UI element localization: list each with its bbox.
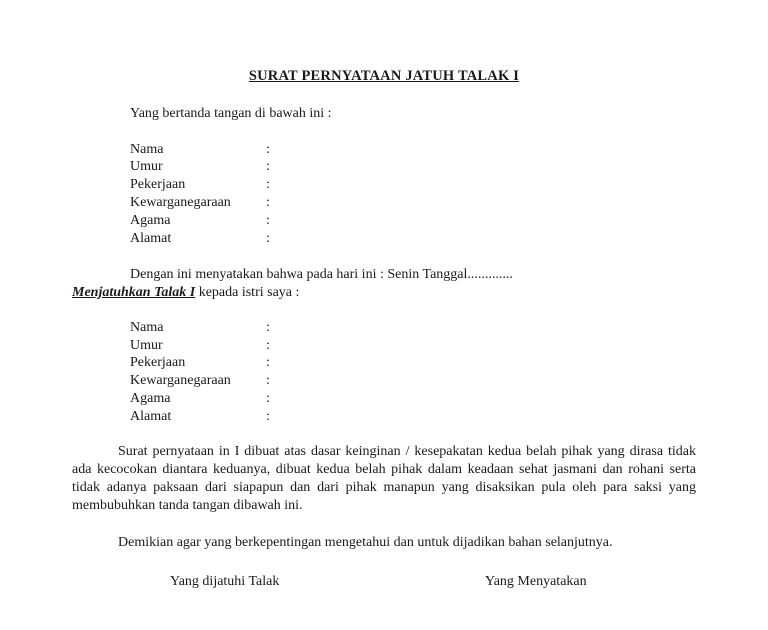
field-label-pekerjaan: Pekerjaan <box>130 177 186 192</box>
field-colon: : <box>266 177 270 192</box>
intro-text: Yang bertanda tangan di bawah ini : <box>130 106 332 121</box>
field-label-umur: Umur <box>130 338 163 353</box>
signature-label-right: Yang Menyatakan <box>485 574 587 589</box>
field-label-agama: Agama <box>130 391 171 406</box>
field-colon: : <box>266 195 270 210</box>
field-colon: : <box>266 320 270 335</box>
field-colon: : <box>266 373 270 388</box>
field-label-pekerjaan: Pekerjaan <box>130 355 186 370</box>
field-colon: : <box>266 142 270 157</box>
field-label-nama: Nama <box>130 320 164 335</box>
talak-rest: kepada istri saya : <box>195 285 300 300</box>
field-label-nama: Nama <box>130 142 164 157</box>
field-label-umur: Umur <box>130 159 163 174</box>
talak-statement <box>72 284 299 302</box>
field-label-agama: Agama <box>130 213 171 228</box>
field-colon: : <box>266 213 270 228</box>
talak-emphasis: Menjatuhkan Talak I <box>72 285 196 300</box>
field-label-alamat: Alamat <box>130 409 172 424</box>
field-colon: : <box>266 159 270 174</box>
closing-statement: Demikian agar yang berkepentingan mengetahui dan untuk dijadikan bahan selanjutnya. <box>118 535 613 550</box>
field-label-alamat: Alamat <box>130 231 172 246</box>
field-colon: : <box>266 355 270 370</box>
signature-label-left: Yang dijatuhi Talak <box>170 574 280 589</box>
field-colon: : <box>266 409 270 424</box>
field-label-kewarganegaraan: Kewarganegaraan <box>130 373 231 388</box>
field-colon: : <box>266 338 270 353</box>
field-label-kewarganegaraan: Kewarganegaraan <box>130 195 231 210</box>
document-title: SURAT PERNYATAAN JATUH TALAK I <box>248 68 520 84</box>
field-colon: : <box>266 391 270 406</box>
field-colon: : <box>266 231 270 246</box>
declaration-line: Dengan ini menyatakan bahwa pada hari ini : Senin Tanggal............. <box>130 267 513 282</box>
body-paragraph: Surat pernyataan in I dibuat atas dasar keinginan / kesepakatan kedua belah pihak yang dirasa tidak ada kecocokan diantara keduanya, dibuat kedua belah pihak dalam keadaan sehat jasmani dan rohani serta tidak adanya paksaan dari siapapun dan dari pihak manapun yang disaksikan pula oleh para saksi yang membubuhkan tanda tangan dibawah ini. <box>72 444 696 513</box>
